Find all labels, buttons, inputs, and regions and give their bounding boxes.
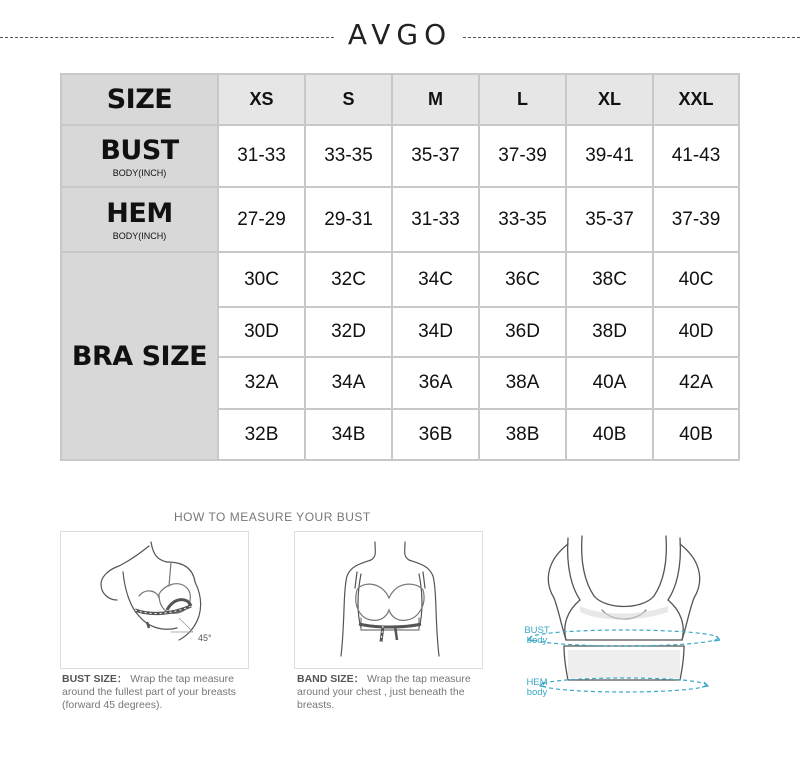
hem-sublabel: BODY(INCH) (112, 231, 167, 241)
bra-a-m: 36A (393, 358, 478, 408)
size-label: SIZE (106, 84, 173, 115)
hem-value-l: 33-35 (480, 188, 565, 251)
bra-d-m: 34D (393, 308, 478, 356)
bra-b-xs: 32B (219, 410, 304, 459)
hem-tag-line2: body (526, 687, 548, 698)
size-xxl: XXL (654, 75, 738, 124)
band-caption-text: Wrap the tap measure around your chest , just beneath the breasts. (297, 673, 471, 711)
bust-value-s: 33-35 (306, 126, 391, 186)
bra-c-xs: 30C (219, 253, 304, 306)
bra-d-s: 32D (306, 308, 391, 356)
bra-b-xxl: 40B (654, 410, 738, 459)
hem-value-xs: 27-29 (219, 188, 304, 251)
bra-b-s: 34B (306, 410, 391, 459)
bra-a-xxl: 42A (654, 358, 738, 408)
bra-c-xl: 38C (567, 253, 652, 306)
hem-value-s: 29-31 (306, 188, 391, 251)
bra-size-label: BRA SIZE (71, 340, 208, 372)
bust-value-xl: 39-41 (567, 126, 652, 186)
bra-c-s: 32C (306, 253, 391, 306)
bra-a-l: 38A (480, 358, 565, 408)
size-label-cell (62, 75, 217, 124)
bra-size-label-cell (62, 253, 217, 459)
bra-a-s: 34A (306, 358, 391, 408)
bust-measure-illustration (61, 532, 248, 668)
bra-c-m: 34C (393, 253, 478, 306)
hem-value-m: 31-33 (393, 188, 478, 251)
hem-body-tag (517, 678, 557, 698)
bra-d-l: 36D (480, 308, 565, 356)
band-measure-illustration (295, 532, 482, 668)
bust-value-l: 37-39 (480, 126, 565, 186)
size-l: L (480, 75, 565, 124)
bust-tag-line2: body (526, 635, 548, 646)
bra-b-xl: 40B (567, 410, 652, 459)
hem-tag-line1: HEM (526, 677, 548, 688)
bra-b-l: 38B (480, 410, 565, 459)
size-chart (60, 73, 740, 461)
hem-label-cell (62, 188, 217, 251)
bra-b-m: 36B (393, 410, 478, 459)
hem-value-xl: 35-37 (567, 188, 652, 251)
hem-value-xxl: 37-39 (654, 188, 738, 251)
bust-sublabel: BODY(INCH) (112, 167, 167, 178)
size-m: M (393, 75, 478, 124)
brand-logo: AVGO (347, 18, 453, 51)
bust-caption-text: Wrap the tap measure around the fullest part of your breasts (forward 45 degrees). (62, 673, 236, 711)
bra-a-xl: 40A (567, 358, 652, 408)
band-caption-label: BAND SIZE： (297, 673, 365, 685)
hem-label: HEM (106, 198, 173, 229)
bra-a-xs: 32A (219, 358, 304, 408)
bra-c-xxl: 40C (654, 253, 738, 306)
size-xs: XS (219, 75, 304, 124)
bust-measure-panel (60, 531, 249, 669)
band-size-caption (297, 673, 487, 712)
band-measure-panel (294, 531, 483, 669)
angle-label: 45° (198, 633, 212, 643)
bra-c-l: 36C (480, 253, 565, 306)
size-xl: XL (567, 75, 652, 124)
bust-value-xs: 31-33 (219, 126, 304, 186)
bust-value-m: 35-37 (393, 126, 478, 186)
bust-tag-line1: BUST (524, 625, 550, 636)
bust-value-xxl: 41-43 (654, 126, 738, 186)
bust-caption-label: BUST SIZE： (62, 673, 128, 685)
bust-body-tag (517, 626, 557, 646)
bra-d-xs: 30D (219, 308, 304, 356)
bust-size-caption (62, 673, 252, 712)
how-to-measure-title: HOW TO MEASURE YOUR BUST (174, 510, 371, 524)
bra-d-xl: 38D (567, 308, 652, 356)
bust-label-cell (62, 126, 217, 186)
bra-d-xxl: 40D (654, 308, 738, 356)
size-s: S (306, 75, 391, 124)
bust-label: BUST (100, 134, 179, 166)
